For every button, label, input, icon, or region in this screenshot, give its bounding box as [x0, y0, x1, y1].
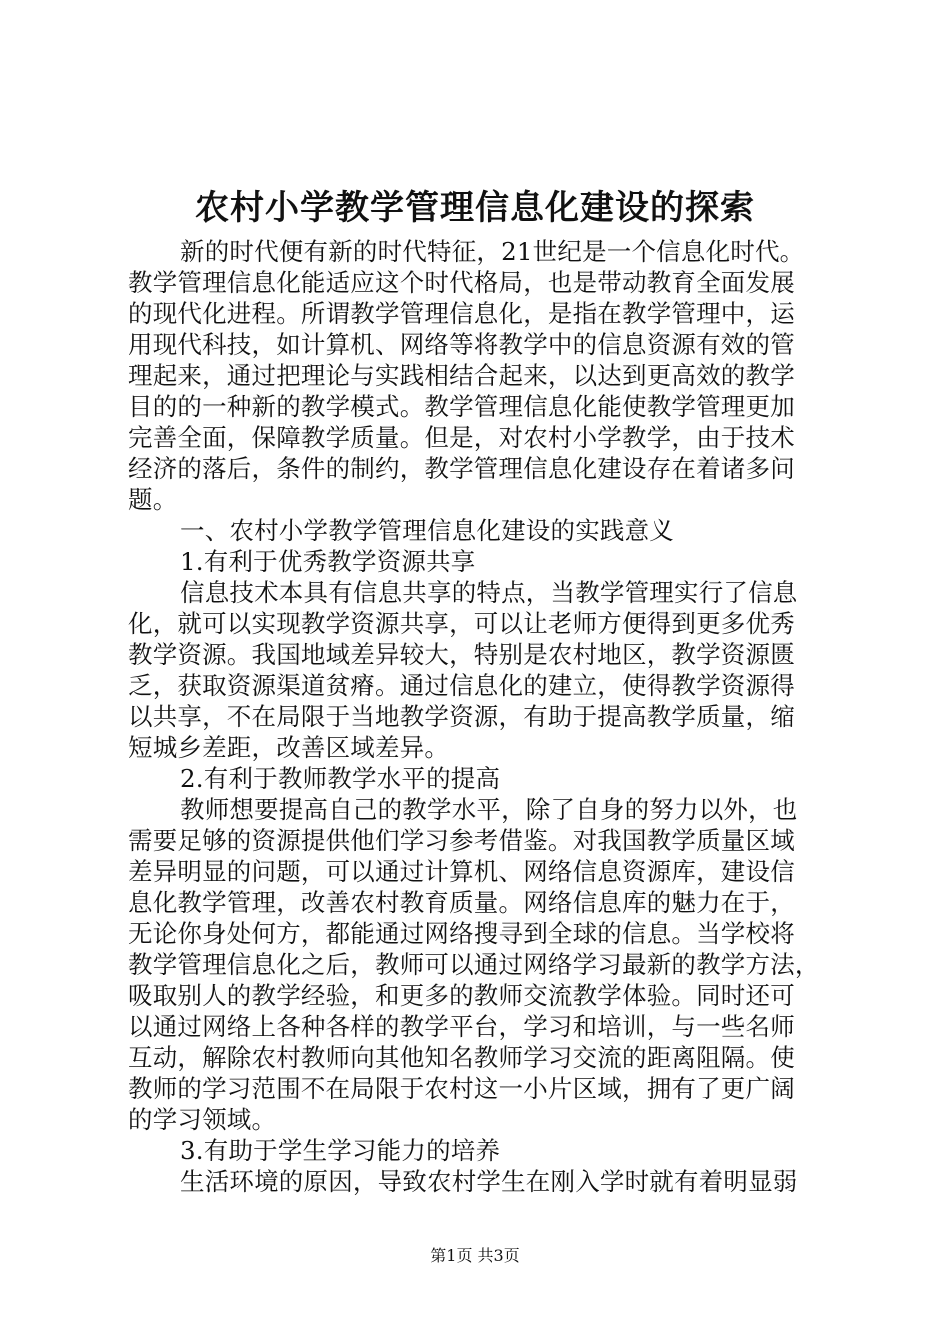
- body-line: 理起来，通过把理论与实践相结合起来，以达到更高效的教学: [128, 361, 795, 390]
- body-line: 互动，解除农村教师向其他知名教师学习交流的距离阻隔。使: [128, 1043, 795, 1072]
- document-title: 农村小学教学管理信息化建设的探索: [195, 188, 755, 228]
- body-line: 乏，获取资源渠道贫瘠。通过信息化的建立，使得教学资源得: [128, 671, 795, 700]
- body-line: 教学资源。我国地域差异较大，特别是农村地区，教学资源匮: [128, 640, 795, 669]
- section-heading: 一、农村小学教学管理信息化建设的实践意义: [180, 516, 674, 545]
- body-line: 信息技术本具有信息共享的特点，当教学管理实行了信息: [180, 578, 798, 607]
- body-line: 的学习领域。: [128, 1105, 277, 1134]
- body-line: 以共享，不在局限于当地教学资源，有助于提高教学质量，缩: [128, 702, 795, 731]
- body-line: 教师的学习范围不在局限于农村这一小片区域，拥有了更广阔: [128, 1074, 795, 1103]
- subsection-heading: 1.有利于优秀教学资源共享: [180, 547, 476, 576]
- body-line: 目的的一种新的教学模式。教学管理信息化能使教学管理更加: [128, 392, 795, 421]
- body-line: 用现代科技，如计算机、网络等将教学中的信息资源有效的管: [128, 330, 795, 359]
- body-line: 息化教学管理，改善农村教育质量。网络信息库的魅力在于，: [128, 888, 795, 917]
- body-line: 吸取别人的教学经验，和更多的教师交流教学体验。同时还可: [128, 981, 795, 1010]
- body-line: 题。: [128, 485, 178, 514]
- subsection-heading: 3.有助于学生学习能力的培养: [180, 1136, 501, 1165]
- body-line: 教学管理信息化能适应这个时代格局，也是带动教育全面发展: [128, 268, 795, 297]
- body-line: 化，就可以实现教学资源共享，可以让老师方便得到更多优秀: [128, 609, 795, 638]
- body-line: 教学管理信息化之后，教师可以通过网络学习最新的教学方法，: [128, 950, 820, 979]
- body-line: 以通过网络上各种各样的教学平台，学习和培训，与一些名师: [128, 1012, 795, 1041]
- body-line: 无论你身处何方，都能通过网络搜寻到全球的信息。当学校将: [128, 919, 795, 948]
- body-line: 需要足够的资源提供他们学习参考借鉴。对我国教学质量区域: [128, 826, 795, 855]
- subsection-heading: 2.有利于教师教学水平的提高: [180, 764, 501, 793]
- body-line: 生活环境的原因，导致农村学生在刚入学时就有着明显弱: [180, 1167, 798, 1196]
- page-footer: 第1页 共3页: [430, 1246, 520, 1265]
- body-line: 教师想要提高自己的教学水平，除了自身的努力以外，也: [180, 795, 798, 824]
- body-line: 经济的落后，条件的制约，教学管理信息化建设存在着诸多问: [128, 454, 795, 483]
- body-line: 完善全面，保障教学质量。但是，对农村小学教学，由于技术: [128, 423, 795, 452]
- body-line: 短城乡差距，改善区域差异。: [128, 733, 450, 762]
- body-line: 差异明显的问题，可以通过计算机、网络信息资源库，建设信: [128, 857, 795, 886]
- body-line: 新的时代便有新的时代特征，21世纪是一个信息化时代。: [180, 237, 805, 266]
- body-line: 的现代化进程。所谓教学管理信息化，是指在教学管理中，运: [128, 299, 795, 328]
